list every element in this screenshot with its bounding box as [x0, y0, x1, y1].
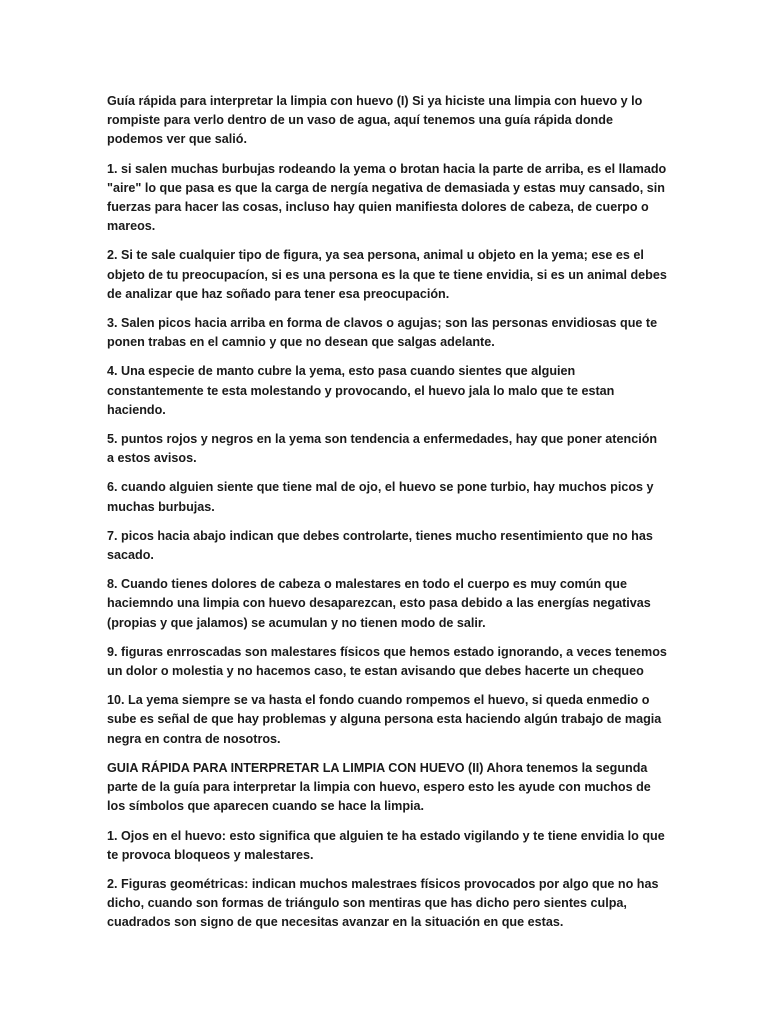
document-body [107, 92, 667, 943]
item-4-paragraph: 4. Una especie de manto cubre la yema, esto pasa cuando sientes que alguien constantemente te esta molestando y provocando, el huevo jala lo malo que te estan haciendo. [107, 364, 615, 417]
item-2-paragraph: 2. Si te sale cualquier tipo de figura, ya sea persona, animal u objeto en la yema; ese es el objeto de tu preocupacíon, si es una persona es la que te tiene envidia, si es un animal debes de analizar que haz soñado para tener esa preocupación. [107, 248, 667, 301]
item-8-paragraph: 8. Cuando tienes dolores de cabeza o malestares en todo el cuerpo es muy común que haciemndo una limpia con huevo desaparezcan, esto pasa debido a las energías negativas (propias y que jalamos) se acumulan y no tienen modo de salir. [107, 577, 651, 630]
item-6-paragraph: 6. cuando alguien siente que tiene mal de ojo, el huevo se pone turbio, hay muchos picos y muchas burbujas. [107, 480, 654, 514]
intro-paragraph-part-2: GUIA RÁPIDA PARA INTERPRETAR LA LIMPIA CON HUEVO (II) Ahora tenemos la segunda parte de la guía para interpretar la limpia con huevo, espero esto les ayude con muchos de los símbolos que aparecen cuando se hace la limpia. [107, 760, 651, 814]
part-2-item-1-paragraph: 1. Ojos en el huevo: esto significa que alguien te ha estado vigilando y te tiene envidia lo que te provoca bloqueos y malestares. [107, 828, 665, 862]
item-3-paragraph: 3. Salen picos hacia arriba en forma de clavos o agujas; son las personas envidiosas que te ponen trabas en el camnio y que no desean que salgas adelante. [107, 316, 658, 350]
intro-paragraph-part-1: Guía rápida para interpretar la limpia con huevo (I) Si ya hiciste una limpia con huevo y lo rompiste para verlo dentro de un vaso de agua, aquí tenemos una guía rápida donde podemos ver que salió. [107, 94, 643, 147]
item-9-paragraph: 9. figuras enrroscadas son malestares físicos que hemos estado ignorando, a veces tenemos un dolor o molestia y no hacemos caso, te estan avisando que debes hacerte un chequeo [107, 644, 667, 679]
item-1-paragraph: 1. si salen muchas burbujas rodeando la yema o brotan hacia la parte de arriba, es el llamado "aire" lo que pasa es que la carga de nergía negativa de demasiada y estas muy cansado, sin fuerzas para hacer las cosas, incluso hay quien manifiesta dolores de cabeza, de cuerpo o mareos. [107, 161, 667, 234]
part-2-item-2-paragraph: 2. Figuras geométricas: indican muchos malestraes físicos provocados por algo que no has dicho, cuando son formas de triángulo son mentiras que has dicho pero sientes culpa, cuadrados son signo de que necesitas avanzar en la situación en que estas. [107, 876, 659, 930]
item-5-paragraph: 5. puntos rojos y negros en la yema son tendencia a enfermedades, hay que poner atención a estos avisos. [107, 432, 658, 466]
item-7-paragraph: 7. picos hacia abajo indican que debes controlarte, tienes mucho resentimiento que no has sacado. [107, 528, 653, 563]
item-10-paragraph: 10. La yema siempre se va hasta el fondo cuando rompemos el huevo, si queda enmedio o sube es señal de que hay problemas y alguna persona esta haciendo algún trabajo de magia negra en contra de nosotros. [107, 693, 662, 746]
